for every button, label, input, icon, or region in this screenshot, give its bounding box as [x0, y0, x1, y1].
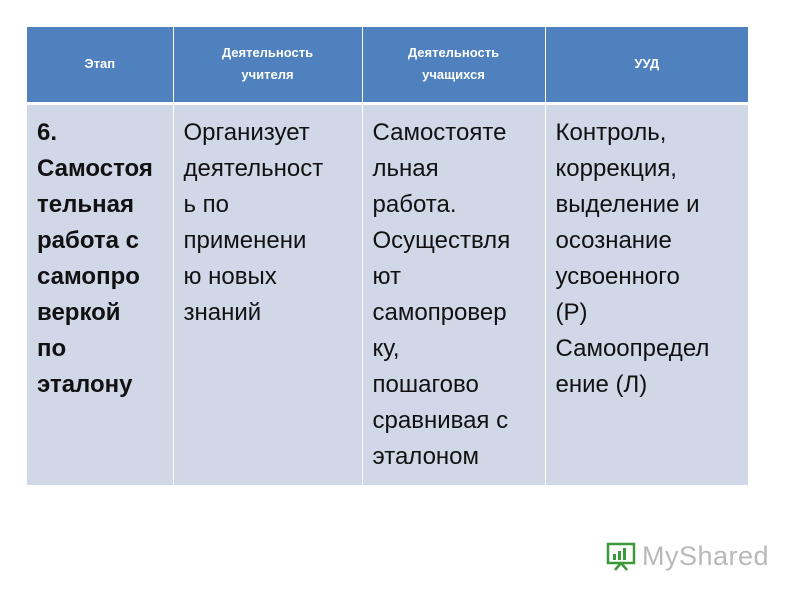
table-header-row [27, 27, 748, 103]
student-activity-text: Самостояте льная работа. Осуществля ют самопровер ку, пошагово сравнивая с эталоном [372, 118, 511, 470]
header-teacher-activity: Деятельность учителя [173, 27, 362, 103]
cell-student-activity [362, 103, 545, 485]
uud-text: Контроль, коррекция, выделение и осознание усвоенного (Р) Самоопредел ение (Л) [555, 118, 710, 398]
header-stage: Этап [27, 27, 173, 103]
cell-uud [545, 103, 748, 485]
cell-stage [27, 103, 173, 485]
watermark-text: MyShared [642, 541, 770, 571]
cell-teacher-activity [173, 103, 362, 485]
stage-text: 6. Самостоя тельная работа с самопро веркой по эталону [37, 118, 153, 398]
watermark-logo [606, 539, 770, 573]
presentation-board-icon [606, 541, 636, 571]
lesson-stage-table [27, 27, 748, 485]
table-row [27, 103, 748, 485]
header-uud: УУД [545, 27, 748, 103]
teacher-activity-text: Организует деятельност ь по применени ю новых знаний [183, 118, 324, 326]
header-student-activity: Деятельность учащихся [362, 27, 545, 103]
